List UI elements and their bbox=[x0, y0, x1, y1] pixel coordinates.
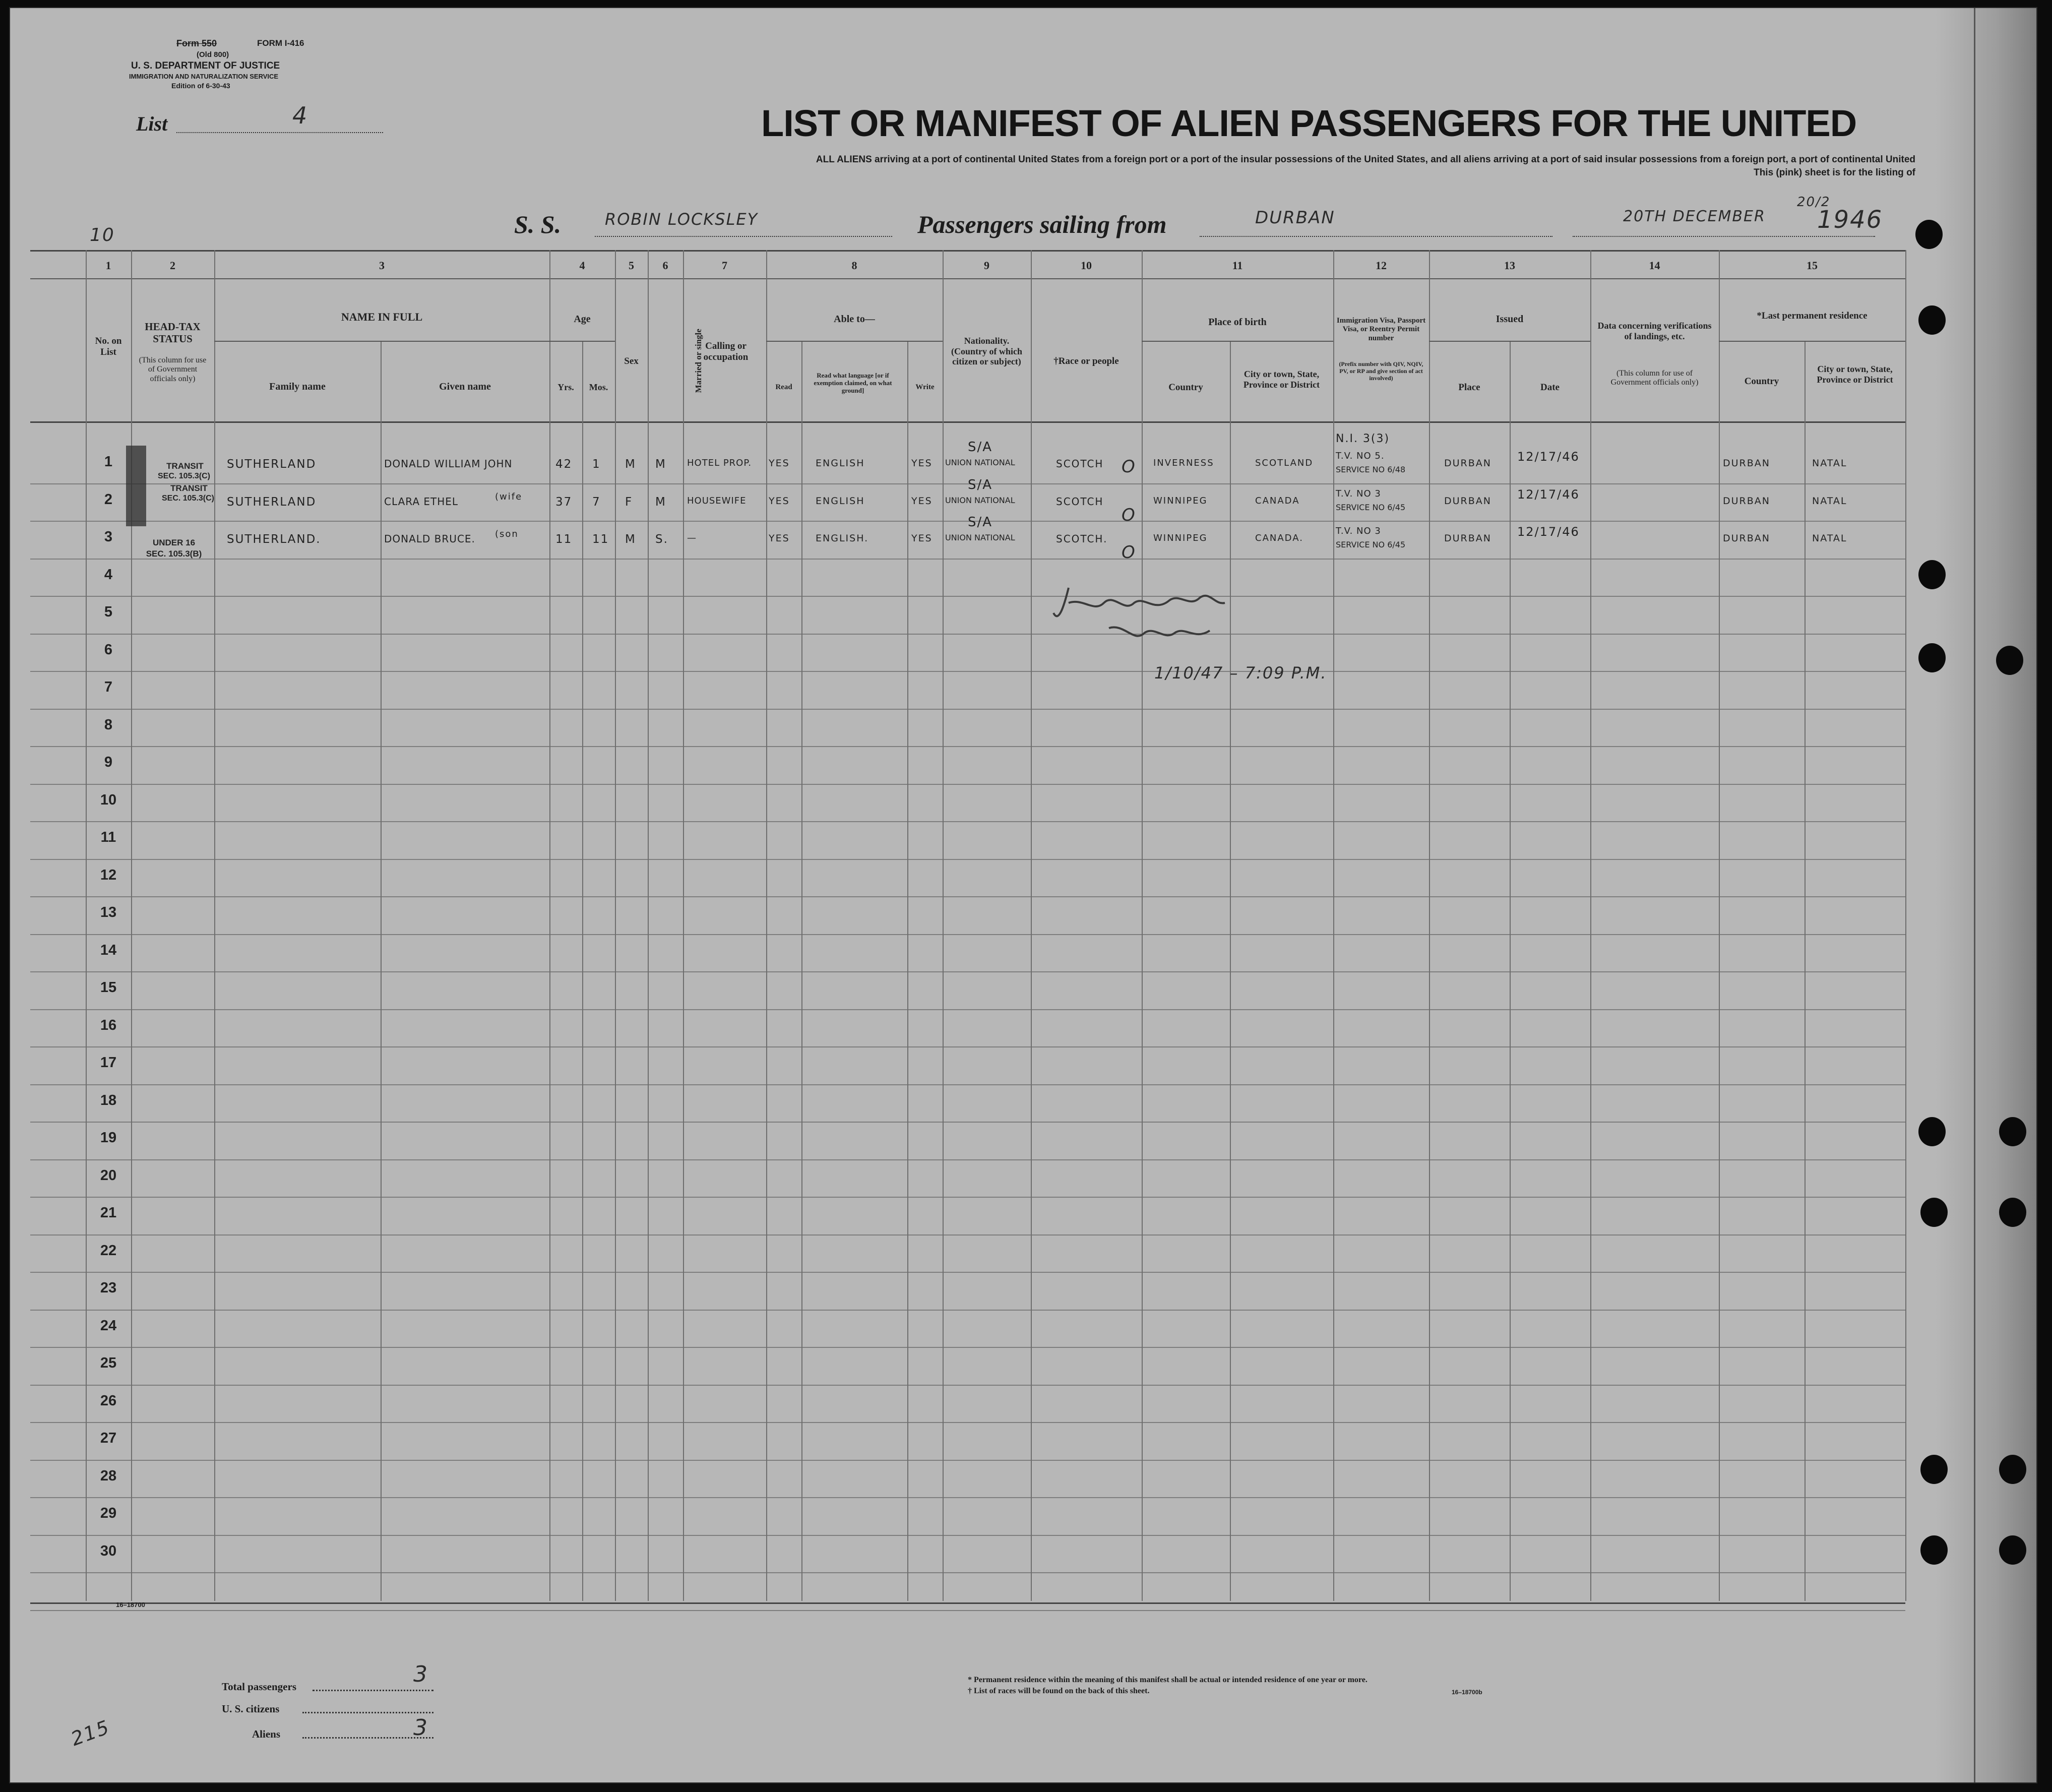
row-rule bbox=[30, 1610, 1905, 1611]
list-value: 4 bbox=[292, 102, 308, 129]
small-code: 16–18700 bbox=[116, 1601, 145, 1609]
under16-sec: SEC. 105.3(B) bbox=[146, 549, 202, 559]
binder-hole bbox=[1915, 220, 1943, 249]
row-rule bbox=[30, 671, 1905, 672]
binder-hole bbox=[1999, 1117, 2026, 1146]
column-rule bbox=[582, 341, 583, 1601]
race-cell: SCOTCH bbox=[1056, 495, 1104, 508]
row-rule bbox=[30, 1234, 1905, 1235]
edition: Edition of 6-30-43 bbox=[171, 82, 230, 90]
ship-underline bbox=[595, 236, 892, 237]
age-months-cell: 1 bbox=[592, 458, 601, 471]
race-cell: SCOTCH. bbox=[1056, 533, 1108, 545]
transit-sec-1: SEC. 105.3(C) bbox=[157, 472, 211, 480]
date-underline bbox=[1573, 236, 1875, 237]
hdr-res-city: City or town, State, Province or District bbox=[1817, 364, 1893, 385]
colnum-9: 9 bbox=[984, 259, 989, 272]
total-passengers-label: Total passengers bbox=[222, 1681, 296, 1693]
subtitle-line2: This (pink) sheet is for the listing of bbox=[1754, 167, 1915, 178]
hdr-read-language: Read what language [or if exemption claimed, on what ground] bbox=[814, 372, 892, 394]
hdr-given-name: Given name bbox=[439, 381, 491, 392]
nationality-cell: UNION NATIONAL bbox=[945, 458, 1015, 467]
birth-city-cell: CANADA bbox=[1255, 495, 1300, 506]
nationality-cell: UNION NATIONAL bbox=[945, 495, 1015, 505]
side-number: 10 bbox=[90, 225, 115, 245]
row-number: 9 bbox=[104, 754, 113, 770]
residence-city-cell: NATAL bbox=[1812, 458, 1847, 469]
visa-number-cell: T.V. NO 5. bbox=[1336, 451, 1385, 461]
service: IMMIGRATION AND NATURALIZATION SERVICE bbox=[129, 73, 279, 80]
sheet-edge-shadow bbox=[1936, 8, 2036, 1782]
binder-hole bbox=[1920, 1535, 1948, 1565]
sex-cell: M bbox=[625, 533, 636, 546]
row-rule bbox=[30, 1122, 1905, 1123]
visa-service-number: SERVICE NO 6/45 bbox=[1336, 540, 1406, 549]
row-rule bbox=[30, 1497, 1905, 1498]
us-citizens-label: U. S. citizens bbox=[222, 1703, 280, 1715]
inspector-signature bbox=[1048, 578, 1280, 668]
birth-country-cell: INVERNESS bbox=[1153, 458, 1214, 468]
row-rule bbox=[30, 1197, 1905, 1198]
occupation-cell: HOTEL PROP. bbox=[687, 458, 752, 468]
column-rule bbox=[943, 250, 944, 1601]
aliens-label: Aliens bbox=[252, 1728, 281, 1740]
row-rule bbox=[30, 709, 1905, 710]
visa-prefix: N.I. 3(3) bbox=[1336, 432, 1390, 445]
column-rule bbox=[683, 250, 684, 1601]
colnum-11: 11 bbox=[1232, 259, 1243, 272]
write-cell: YES bbox=[911, 533, 932, 544]
column-rule bbox=[214, 250, 215, 1601]
row-rule bbox=[30, 1046, 1905, 1047]
hdr-birth-city: City or town, State, Province or District bbox=[1243, 369, 1320, 390]
column-rule bbox=[648, 250, 649, 1601]
hdr-no-on-list: No. on List bbox=[95, 336, 122, 357]
row-number: 1 bbox=[104, 454, 113, 470]
visa-service-number: SERVICE NO 6/45 bbox=[1336, 502, 1406, 512]
age-years-cell: 11 bbox=[555, 533, 573, 546]
row-number: 16 bbox=[100, 1017, 117, 1033]
departure-port: DURBAN bbox=[1255, 208, 1335, 228]
row-number: 22 bbox=[100, 1242, 117, 1259]
hdr-able-to: Able to— bbox=[834, 314, 875, 325]
row-rule bbox=[30, 1347, 1905, 1348]
column-rule bbox=[801, 341, 802, 1601]
hdr-landing-data: Data concerning verifications of landings, etc. bbox=[1597, 321, 1712, 341]
hdr-place-of-birth: Place of birth bbox=[1208, 317, 1267, 328]
row-number: 4 bbox=[104, 566, 113, 583]
family-name-cell: SUTHERLAND bbox=[227, 495, 317, 509]
issued-date-cell: 12/17/46 bbox=[1517, 525, 1580, 539]
row-number: 25 bbox=[100, 1355, 117, 1371]
age-years-cell: 42 bbox=[555, 458, 573, 471]
row-number: 29 bbox=[100, 1505, 117, 1521]
footnote-residence: * Permanent residence within the meaning of this manifest shall be actual or intended residence of one year or more. bbox=[968, 1676, 1367, 1684]
read-cell: YES bbox=[769, 458, 790, 469]
transit-stamp-1: TRANSIT bbox=[166, 461, 204, 471]
row-rule bbox=[30, 634, 1905, 635]
row-number: 28 bbox=[100, 1467, 117, 1484]
colnum-5: 5 bbox=[629, 259, 634, 272]
read-cell: YES bbox=[769, 533, 790, 544]
binder-hole bbox=[1920, 1455, 1948, 1484]
total-passengers-value: 3 bbox=[413, 1661, 428, 1687]
given-name-cell: CLARA ETHEL bbox=[384, 495, 459, 508]
residence-country-cell: DURBAN bbox=[1723, 495, 1770, 507]
colnum-1: 1 bbox=[105, 259, 111, 272]
write-cell: YES bbox=[911, 458, 932, 469]
hdr-mos: Mos. bbox=[589, 382, 608, 392]
hdr-name-in-full: NAME IN FULL bbox=[341, 311, 423, 323]
department: U. S. DEPARTMENT OF JUSTICE bbox=[131, 60, 280, 71]
row-rule bbox=[30, 1460, 1905, 1461]
race-mark-1: O bbox=[1122, 457, 1136, 477]
page-title: LIST OR MANIFEST OF ALIEN PASSENGERS FOR THE UNITED bbox=[761, 102, 1857, 144]
column-rule bbox=[615, 250, 616, 1601]
colnum-14: 14 bbox=[1649, 259, 1660, 272]
sex-cell: F bbox=[625, 495, 633, 509]
read-cell: YES bbox=[769, 495, 790, 507]
row-number: 17 bbox=[100, 1055, 117, 1071]
hdr-res-country: Country bbox=[1744, 376, 1779, 387]
row-rule bbox=[30, 896, 1905, 897]
binder-hole bbox=[1999, 1455, 2026, 1484]
birth-city-cell: CANADA. bbox=[1255, 533, 1303, 543]
age-months-cell: 11 bbox=[592, 533, 609, 546]
column-rule bbox=[549, 250, 550, 1601]
column-rule bbox=[1333, 250, 1334, 1601]
residence-city-cell: NATAL bbox=[1812, 533, 1847, 544]
row-number: 26 bbox=[100, 1392, 117, 1409]
footnote-races: † List of races will be found on the back of this sheet. bbox=[968, 1687, 1150, 1695]
hdr-last-residence: *Last permanent residence bbox=[1757, 311, 1868, 321]
column-rule bbox=[907, 341, 908, 1601]
binder-hole bbox=[1996, 646, 2023, 675]
row-rule bbox=[30, 1159, 1905, 1160]
ss-label: S. S. bbox=[514, 210, 562, 238]
hdr-visa: Immigration Visa, Passport Visa, or Reentry Permit number bbox=[1336, 317, 1426, 342]
row-rule bbox=[30, 971, 1905, 972]
hdr-sex: Sex bbox=[624, 356, 639, 366]
binder-hole bbox=[1999, 1535, 2026, 1565]
issued-date-cell: 12/17/46 bbox=[1517, 450, 1580, 464]
visa-number-cell: T.V. NO 3 bbox=[1336, 526, 1381, 536]
colnum-6: 6 bbox=[662, 259, 668, 272]
row-rule bbox=[30, 1310, 1905, 1311]
binder-hole bbox=[1918, 305, 1946, 335]
visa-service-number: SERVICE NO 6/48 bbox=[1336, 465, 1406, 474]
residence-country-cell: DURBAN bbox=[1723, 533, 1770, 544]
hdr-nationality: Nationality. (Country of which citizen or subject) bbox=[951, 336, 1022, 367]
row-number: 10 bbox=[100, 791, 117, 808]
port-underline bbox=[1200, 236, 1552, 237]
row-number: 5 bbox=[104, 604, 113, 620]
row-rule bbox=[30, 559, 1905, 560]
hdr-married: Married or single bbox=[694, 329, 704, 393]
transit-stamp-2: TRANSIT bbox=[170, 483, 208, 493]
old-form: (Old 800) bbox=[197, 50, 229, 59]
hdr-head-tax-note: (This column for use of Government officials only) bbox=[139, 356, 207, 383]
row-number: 18 bbox=[100, 1092, 117, 1108]
nationality-abbrev: S/A bbox=[968, 477, 993, 492]
row-rule bbox=[30, 1084, 1905, 1085]
row-number: 15 bbox=[100, 979, 117, 996]
under16-stamp: UNDER 16 bbox=[152, 538, 196, 547]
birth-country-cell: WINNIPEG bbox=[1153, 533, 1208, 543]
transit-sec-2: SEC. 105.3(C) bbox=[161, 494, 215, 503]
race-mark-3: O bbox=[1122, 542, 1136, 563]
marital-status-cell: S. bbox=[655, 533, 668, 546]
race-mark-2: O bbox=[1122, 505, 1136, 525]
given-name-note: (wife bbox=[495, 491, 523, 502]
inspector-note: 1/10/47 – 7:09 P.M. bbox=[1154, 663, 1327, 683]
colnum-2: 2 bbox=[170, 259, 175, 272]
hdr-calling: Calling or occupation bbox=[703, 341, 749, 362]
hdr-race: †Race or people bbox=[1053, 356, 1119, 366]
footnote-code: 16–18700b bbox=[1452, 1689, 1482, 1696]
birth-country-cell: WINNIPEG bbox=[1153, 495, 1208, 506]
column-rule bbox=[1510, 341, 1511, 1601]
family-name-cell: SUTHERLAND bbox=[227, 458, 317, 471]
row-rule bbox=[30, 1272, 1905, 1273]
row-number: 30 bbox=[100, 1542, 117, 1559]
row-number: 23 bbox=[100, 1280, 117, 1296]
hdr-issued-date: Date bbox=[1540, 382, 1560, 393]
binder-hole bbox=[1918, 1117, 1946, 1146]
family-name-cell: SUTHERLAND. bbox=[227, 533, 321, 546]
row-number: 21 bbox=[100, 1205, 117, 1221]
row-number: 2 bbox=[104, 491, 113, 508]
column-rule bbox=[1905, 250, 1906, 1601]
hdr-family-name: Family name bbox=[269, 381, 326, 392]
language-cell: ENGLISH bbox=[816, 495, 865, 507]
column-rule bbox=[1805, 341, 1806, 1601]
colnum-15: 15 bbox=[1807, 259, 1818, 272]
row-number: 27 bbox=[100, 1430, 117, 1446]
issued-place-cell: DURBAN bbox=[1444, 458, 1491, 469]
column-rule bbox=[1590, 250, 1591, 1601]
sailing-label: Passengers sailing from bbox=[917, 210, 1167, 238]
write-cell: YES bbox=[911, 495, 932, 507]
form-id: FORM I-416 bbox=[257, 38, 304, 48]
marital-status-cell: M bbox=[655, 495, 666, 509]
binder-hole bbox=[1918, 560, 1946, 589]
nationality-abbrev: S/A bbox=[968, 440, 993, 455]
column-rule bbox=[766, 250, 767, 1601]
list-underline bbox=[176, 132, 383, 133]
hdr-issued-place: Place bbox=[1458, 382, 1480, 393]
colnum-7: 7 bbox=[722, 259, 727, 272]
given-name-cell: DONALD WILLIAM JOHN bbox=[384, 458, 513, 470]
language-cell: ENGLISH bbox=[816, 458, 865, 469]
hdr-age: Age bbox=[574, 314, 591, 325]
row-rule bbox=[30, 596, 1905, 597]
row-rule bbox=[30, 746, 1905, 747]
row-rule bbox=[30, 784, 1905, 785]
nationality-abbrev: S/A bbox=[968, 515, 993, 530]
row-rule bbox=[30, 821, 1905, 822]
form-struck: Form 550 bbox=[176, 38, 217, 48]
colnum-10: 10 bbox=[1081, 259, 1092, 272]
occupation-cell: HOUSEWIFE bbox=[687, 495, 747, 506]
row-number: 20 bbox=[100, 1167, 117, 1184]
issued-date-cell: 12/17/46 bbox=[1517, 487, 1580, 502]
hdr-issued: Issued bbox=[1496, 314, 1524, 325]
row-number: 7 bbox=[104, 679, 113, 695]
row-rule bbox=[30, 934, 1905, 935]
birth-city-cell: SCOTLAND bbox=[1255, 458, 1314, 468]
hdr-yrs: Yrs. bbox=[557, 382, 574, 392]
row-rule bbox=[30, 1572, 1905, 1573]
row-number: 6 bbox=[104, 641, 113, 658]
colnum-8: 8 bbox=[851, 259, 857, 272]
residence-city-cell: NATAL bbox=[1812, 495, 1847, 507]
binder-hole bbox=[1999, 1198, 2026, 1227]
age-months-cell: 7 bbox=[592, 495, 601, 509]
column-rule bbox=[1142, 250, 1143, 1601]
binder-hole bbox=[1918, 643, 1946, 672]
row-number: 13 bbox=[100, 904, 117, 920]
row-rule bbox=[30, 1535, 1905, 1536]
row-rule bbox=[30, 859, 1905, 860]
age-years-cell: 37 bbox=[555, 495, 573, 509]
marital-status-cell: M bbox=[655, 458, 666, 471]
row-number: 24 bbox=[100, 1317, 117, 1334]
subtitle-line1: ALL ALIENS arriving at a port of continental United States from a foreign port or a port of the insular possessions of the United States, and all aliens arriving at a port of said insular possessions from a foreign port, a port of continental United bbox=[816, 154, 1915, 165]
hdr-read: Read bbox=[775, 383, 792, 391]
ship-name: ROBIN LOCKSLEY bbox=[605, 210, 759, 229]
row-rule bbox=[30, 1422, 1905, 1423]
binder-hole bbox=[1920, 1198, 1948, 1227]
hdr-birth-country: Country bbox=[1168, 382, 1203, 393]
list-label: List bbox=[136, 112, 168, 135]
colnum-3: 3 bbox=[379, 259, 385, 272]
hdr-landing-note: (This column for use of Government officials only) bbox=[1610, 369, 1699, 387]
colnum-13: 13 bbox=[1504, 259, 1515, 272]
column-rule bbox=[1031, 250, 1032, 1601]
race-cell: SCOTCH bbox=[1056, 458, 1104, 470]
colnum-12: 12 bbox=[1376, 259, 1387, 272]
sailing-date-fraction: 20/2 bbox=[1797, 195, 1831, 210]
column-rule bbox=[1230, 341, 1231, 1601]
visa-number-cell: T.V. NO 3 bbox=[1336, 488, 1381, 499]
issued-place-cell: DURBAN bbox=[1444, 495, 1491, 507]
row-rule bbox=[30, 1009, 1905, 1010]
row-number: 3 bbox=[104, 529, 113, 545]
residence-country-cell: DURBAN bbox=[1723, 458, 1770, 469]
issued-place-cell: DURBAN bbox=[1444, 533, 1491, 544]
given-name-cell: DONALD BRUCE. bbox=[384, 533, 475, 545]
sailing-date: 20TH DECEMBER bbox=[1623, 208, 1766, 225]
row-number: 8 bbox=[104, 716, 113, 733]
hdr-write: Write bbox=[915, 383, 935, 391]
row-number: 19 bbox=[100, 1130, 117, 1146]
row-number: 14 bbox=[100, 942, 117, 958]
corner-number: 215 bbox=[68, 1715, 113, 1751]
hdr-visa-note: (Prefix number with QIV, NQIV, PV, or RP and give section of act involved) bbox=[1339, 360, 1423, 382]
language-cell: ENGLISH. bbox=[816, 533, 869, 544]
manifest-sheet bbox=[9, 7, 2037, 1783]
aliens-value: 3 bbox=[413, 1715, 428, 1741]
given-name-note: (son bbox=[495, 529, 519, 539]
colnum-4: 4 bbox=[579, 259, 585, 272]
hdr-head-tax: HEAD-TAX STATUS bbox=[145, 321, 201, 345]
sailing-year: 1946 bbox=[1817, 206, 1883, 234]
row-number: 11 bbox=[100, 829, 116, 845]
sex-cell: M bbox=[625, 458, 636, 471]
column-rule bbox=[1719, 250, 1720, 1601]
occupation-cell: — bbox=[687, 533, 697, 543]
nationality-cell: UNION NATIONAL bbox=[945, 533, 1015, 542]
column-rule bbox=[1429, 250, 1430, 1601]
row-rule bbox=[30, 1385, 1905, 1386]
row-number: 12 bbox=[100, 867, 117, 883]
column-rule bbox=[381, 341, 382, 1601]
